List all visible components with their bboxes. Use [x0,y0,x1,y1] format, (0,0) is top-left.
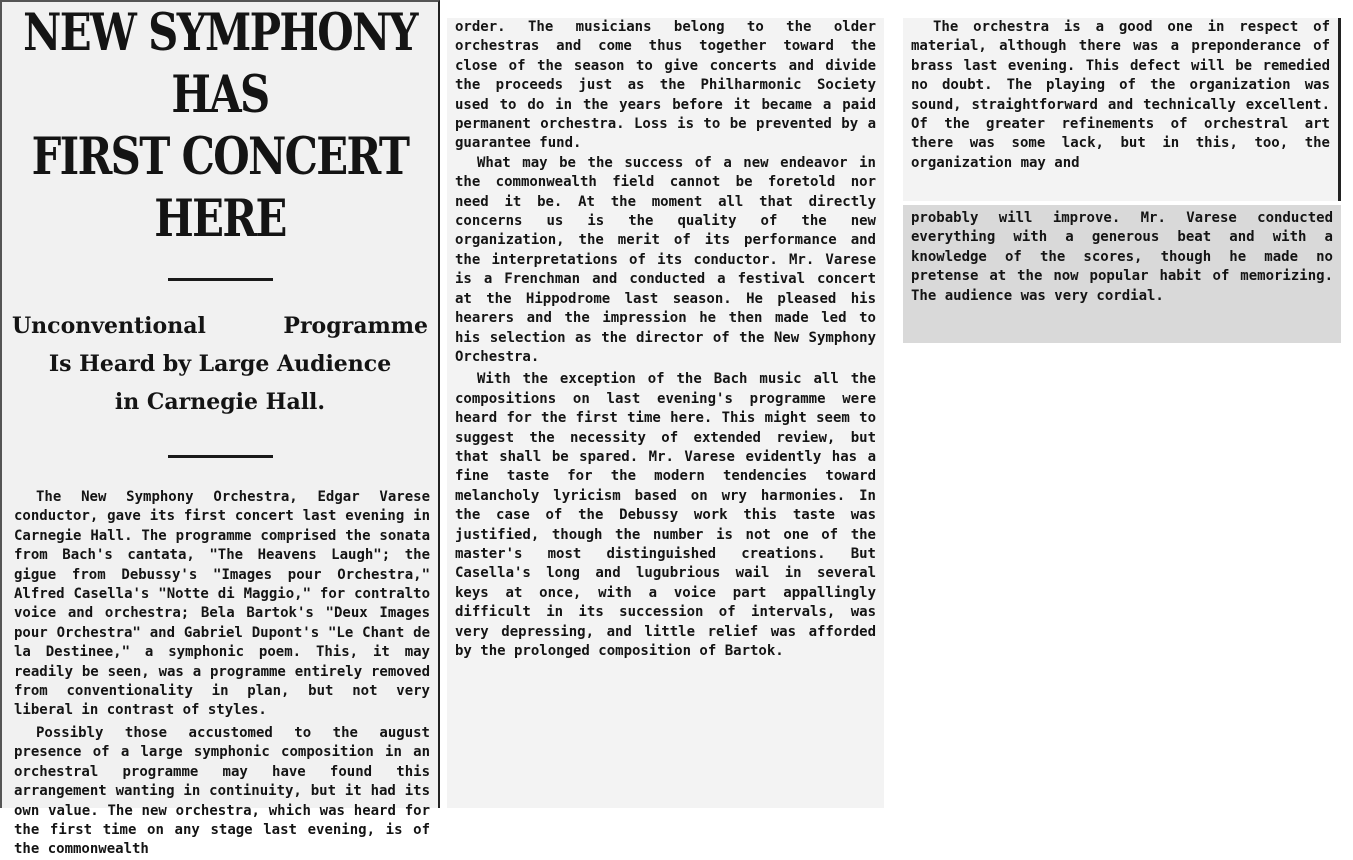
paragraph: The orchestra is a good one in respect of material, although there was a preponderance of brass last evening. This defect will be remedied no doubt. The playing of the organization was sound, straightforward and technically excellent. Of the greater refinements of orchestral art there was some lack, but in this, too, the organization may and [911,19,1330,171]
paragraph: The New Symphony Orchestra, Edgar Varese conductor, gave its first concert last evening in Carnegie Hall. The programme comprised the sonata from Bach's cantata, "The Heavens Laugh"; the gigue from Debussy's "Images pour Orchestra," Alfred Casella's "Notte di Maggio," for contralto voice and orchestra; Bela Bartok's "Deux Images pour Orchestra" and Gabriel Dupont's "Le Chant de la Destinee," a symphonic poem. This, it may readily be seen, was a programme entirely removed from conventionality in plan, but not very liberal in contrast of styles. [14,489,430,719]
paragraph: Possibly those accustomed to the august presence of a large symphonic composition in an orchestral programme may have found this arrangement wanting in continuity, but it had its own value. The new orchestra, which was heard for the first time on any stage last evening, is of the commonwealth [14,724,430,858]
subheadline-word-1: Unconventional [12,313,206,339]
divider-rule [168,278,273,281]
article-body [2,488,438,860]
article-column-3-continued [903,205,1341,343]
article-column-2 [447,18,884,808]
subheadline [2,307,438,421]
paragraph: probably will improve. Mr. Varese conducted everything with a generous beat and with a knowledge of the scores, though he made no pretense at the now popular habit of memorizing. The audience was very cordial. [911,210,1333,304]
article-body [903,18,1338,173]
divider-rule [168,455,273,458]
headline [0,2,448,250]
headline-line-1: NEW SYMPHONY HAS [23,3,417,125]
subheadline-line-1 [10,307,430,345]
paragraph: What may be the success of a new endeavor in the commonwealth field cannot be foretold nor need it be. At the moment all that directly concerns us is the quality of the new organization, the merit of its performance and the interpretations of its conductor. Mr. Varese is a Frenchman and conducted a festival concert at the Hippodrome last season. He pleased his hearers and the impression he then made led to his selection as the director of the New Symphony Orchestra. [455,154,876,365]
article-column-3 [903,18,1341,201]
subheadline-line-2: Is Heard by Large Audience [48,351,392,377]
paragraph: With the exception of the Bach music all the compositions on last evening's programme were heard for the first time here. This might seem to suggest the necessity of extended review, but that shall be spared. Mr. Varese evidently has a fine taste for the modern tendencies toward melancholy lyricism based on wry harmonies. In the case of the Debussy work this taste was justified, though the number is not one of the master's most distinguished creations. But Casella's long and lugubrious wail in several keys at once, with a voice part appallingly difficult in its succession of intervals, was very depressing, and little relief was afforded by the prolonged composition of Bartok. [455,371,876,659]
subheadline-word-2: Programme [283,313,428,339]
article-column-1 [0,0,440,858]
headline-line-2: FIRST CONCERT HERE [31,127,409,249]
paragraph: order. The musicians belong to the older orchestras and come thus together toward the close of the season to give concerts and divide the proceeds just as the Philharmonic Society used to do in the years before it became a paid permanent orchestra. Loss is to be prevented by a guarantee fund. [455,19,876,152]
article-body [447,18,884,661]
subheadline-line-3: in Carnegie Hall. [114,389,326,415]
article-body [903,205,1341,306]
